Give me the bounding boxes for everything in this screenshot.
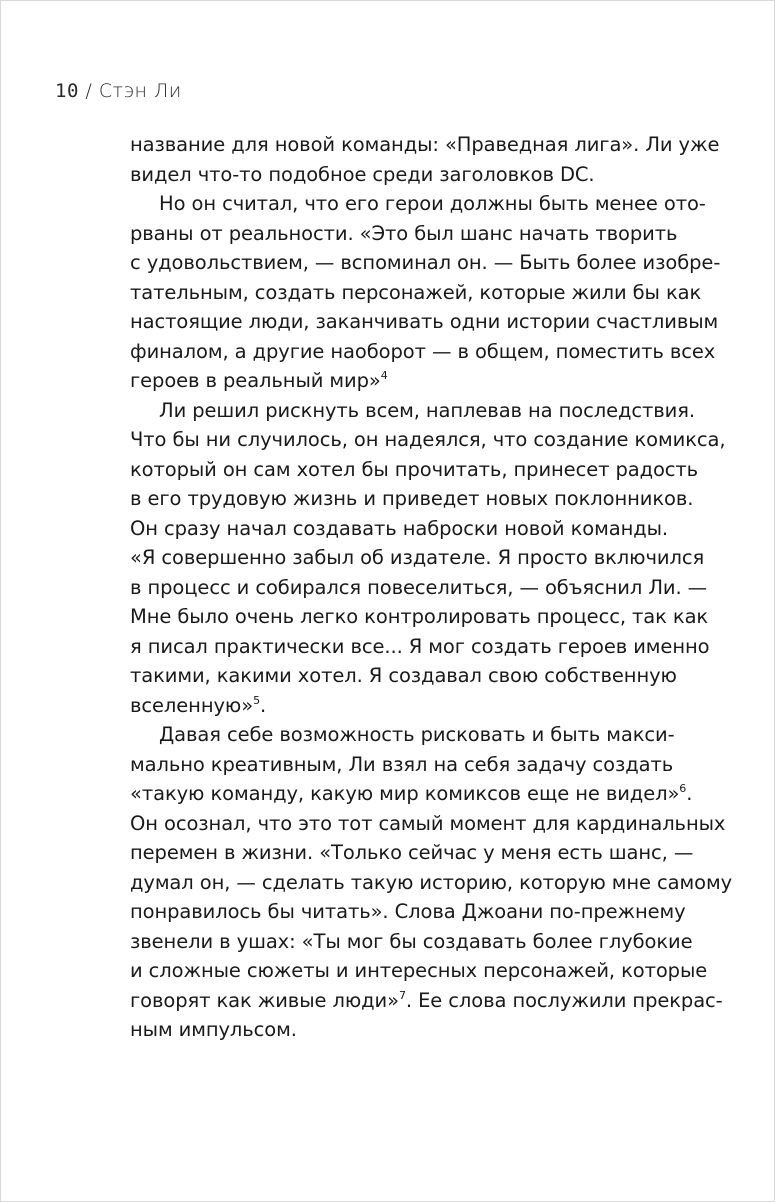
footnote-marker: 5 [253, 693, 260, 707]
text-line [130, 396, 695, 426]
line-text: думал он, — сделать такую историю, которую мне самому [130, 870, 733, 894]
text-line [130, 248, 721, 278]
text-line [130, 130, 720, 160]
line-text-after-note: . Ее слова послужили прекрас- [405, 988, 723, 1012]
text-line [130, 927, 693, 957]
text-line [130, 632, 710, 662]
text-line [130, 160, 670, 190]
line-text: настоящие люди, заканчивать одни истории счастливым [130, 310, 719, 333]
line-text: и сложные сюжеты и интересных персонажей, которые [130, 959, 708, 982]
text-line [130, 691, 670, 721]
text-line [130, 573, 708, 603]
line-text: Но он считал, что его герои должны быть менее ото- [159, 192, 706, 215]
line-text: название для новой команды: «Праведная лига». Ли уже [130, 133, 720, 156]
line-text: понравилось бы читать». Слова Джоани по-прежнему [130, 900, 686, 923]
line-text: Давая себе возможность рисковать и быть макси- [159, 723, 675, 746]
line-text: в процесс и собирался повеселиться, — объяснил Ли. — [130, 575, 708, 599]
line-text: вселенную» [130, 693, 254, 717]
text-line [130, 366, 670, 396]
header-separator: / [78, 80, 99, 102]
line-text: такими, какими хотел. Я создавал свою собственную [130, 664, 677, 687]
text-line [130, 307, 719, 337]
line-text: рваны от реальности. «Это был шанс начать творить [130, 221, 678, 245]
footnote-marker: 6 [679, 782, 687, 795]
text-line [130, 425, 726, 455]
line-text: мально креативным, Ли взял на себя задачу создать [130, 752, 674, 776]
line-text: Он осознал, что это тот самый момент для кардинальных [130, 811, 726, 835]
page-number: 10 [55, 80, 79, 102]
text-line [130, 543, 705, 573]
line-text: видел что-то подобное среди заголовков DC. [130, 162, 595, 186]
text-line [130, 809, 726, 839]
footnote-marker: 7 [398, 988, 406, 1002]
text-line [130, 956, 708, 986]
running-head [55, 80, 182, 102]
text-line [130, 661, 677, 691]
text-line [130, 986, 723, 1016]
text-line [130, 514, 670, 544]
line-text: который он сам хотел бы прочитать, принесет радость [130, 457, 699, 481]
text-line [130, 484, 694, 514]
text-line [130, 897, 686, 927]
body-text [130, 130, 733, 1045]
text-line [130, 219, 678, 249]
line-text: ным импульсом. [130, 1018, 297, 1041]
line-text: «такую команду, какую мир комиксов еще не видел» [130, 782, 680, 805]
line-text: говорят как живые люди» [130, 988, 399, 1012]
line-text: героев в реальный мир» [130, 369, 381, 392]
line-text: Что бы ни случилось, он надеялся, что создание комикса, [130, 428, 726, 451]
text-line [130, 750, 674, 780]
line-text: Ли решил рискнуть всем, наплевав на последствия. [159, 398, 695, 422]
line-text: перемен в жизни. «Только сейчас у меня есть шанс, — [130, 841, 694, 864]
line-text: финалом, а другие наоборот — в общем, поместить всех [130, 339, 716, 363]
line-text: в его трудовую жизнь и приведет новых поклонников. [130, 487, 694, 510]
text-line [130, 278, 702, 308]
line-text: «Я совершенно забыл об издателе. Я просто включился [130, 546, 705, 569]
line-text: тательным, создать персонажей, которые жили бы как [130, 280, 702, 304]
line-text: Он сразу начал создавать наброски новой команды. [130, 516, 669, 540]
line-text-after-note: . [259, 693, 267, 717]
line-text: звенели в ушах: «Ты мог бы создавать более глубокие [130, 929, 693, 953]
text-line [130, 868, 733, 898]
text-line [130, 189, 706, 219]
text-line [130, 1015, 670, 1045]
author-name: Стэн Ли [98, 80, 182, 102]
line-text-after-note: . [686, 782, 693, 805]
footnote-marker: 4 [380, 369, 388, 382]
text-line [130, 337, 716, 367]
text-line [130, 838, 694, 868]
line-text: я писал практически все... Я мог создать героев именно [130, 634, 710, 658]
line-text: Мне было очень легко контролировать процесс, так как [130, 605, 709, 628]
text-line [130, 602, 709, 632]
text-line [130, 779, 693, 809]
text-line [130, 455, 699, 485]
line-text: с удовольствием, — вспоминал он. — Быть более изобре- [130, 251, 721, 274]
text-line [130, 720, 675, 750]
